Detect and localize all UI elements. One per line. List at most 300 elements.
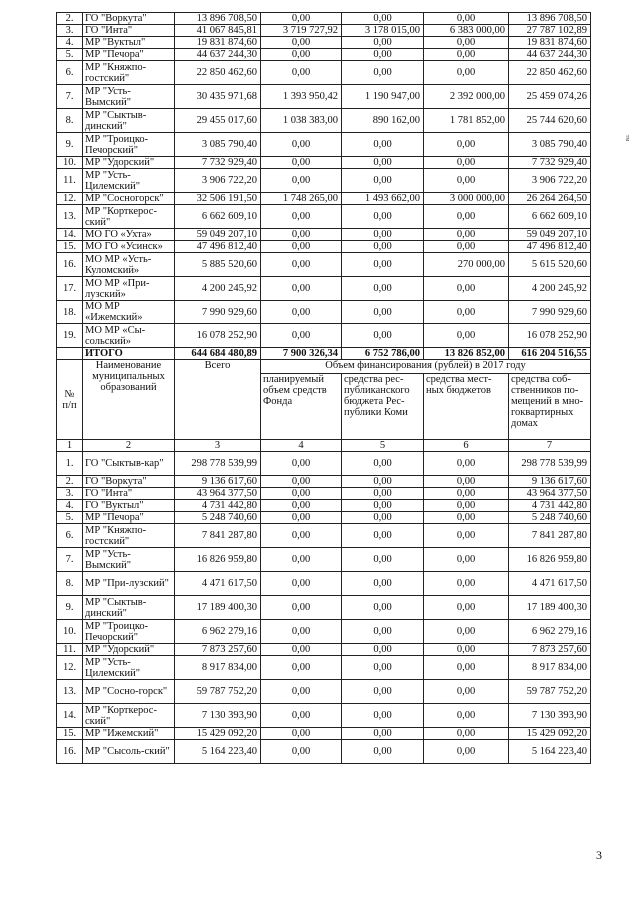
row-name: ГО "Сыктыв-кар" xyxy=(83,452,175,476)
row-rep: 0,00 xyxy=(342,728,424,740)
row-fund: 0,00 xyxy=(261,61,342,85)
row-number: 15. xyxy=(57,241,83,253)
row-rep: 0,00 xyxy=(342,133,424,157)
row-rep: 0,00 xyxy=(342,644,424,656)
row-number: 19. xyxy=(57,324,83,348)
row-rep: 0,00 xyxy=(342,548,424,572)
row-fund: 0,00 xyxy=(261,620,342,644)
row-loc: 0,00 xyxy=(424,169,509,193)
table-row xyxy=(57,500,591,512)
row-number: 12. xyxy=(57,193,83,205)
table-row xyxy=(57,13,591,25)
row-number: 11. xyxy=(57,644,83,656)
row-fund: 0,00 xyxy=(261,229,342,241)
row-loc: 0,00 xyxy=(424,301,509,324)
row-name: МО МР «Ижемский» xyxy=(83,301,175,324)
row-rep: 1 493 662,00 xyxy=(342,193,424,205)
row-total: 19 831 874,60 xyxy=(175,37,261,49)
table-row xyxy=(57,37,591,49)
row-number: 9. xyxy=(57,596,83,620)
row-number: 4. xyxy=(57,500,83,512)
row-name: МО ГО «Усинск» xyxy=(83,241,175,253)
row-own: 7 873 257,60 xyxy=(509,644,591,656)
row-name: МР "Сосногорск" xyxy=(83,193,175,205)
row-fund: 0,00 xyxy=(261,324,342,348)
row-rep: 0,00 xyxy=(342,37,424,49)
table-row xyxy=(57,301,591,324)
row-number: 13. xyxy=(57,680,83,704)
row-loc: 0,00 xyxy=(424,680,509,704)
table-row xyxy=(57,25,591,37)
row-total: 4 471 617,50 xyxy=(175,572,261,596)
row-own: 26 264 264,50 xyxy=(509,193,591,205)
table-row xyxy=(57,169,591,193)
row-name: МР "Вуктыл" xyxy=(83,37,175,49)
row-fund: 1 748 265,00 xyxy=(261,193,342,205)
row-total: 17 189 400,30 xyxy=(175,596,261,620)
row-loc: 0,00 xyxy=(424,548,509,572)
row-rep: 0,00 xyxy=(342,49,424,61)
index-cell: 5 xyxy=(342,440,424,452)
row-own: 47 496 812,40 xyxy=(509,241,591,253)
row-own: 25 459 074,26 xyxy=(509,85,591,109)
table-row xyxy=(57,488,591,500)
row-fund: 0,00 xyxy=(261,644,342,656)
table-row xyxy=(57,133,591,157)
row-own: 4 731 442,80 xyxy=(509,500,591,512)
table-row xyxy=(57,596,591,620)
row-total: 7 130 393,90 xyxy=(175,704,261,728)
row-name: МР "Усть-Вымский" xyxy=(83,85,175,109)
row-fund: 0,00 xyxy=(261,500,342,512)
row-fund: 0,00 xyxy=(261,740,342,764)
row-total: 43 964 377,50 xyxy=(175,488,261,500)
row-own: 22 850 462,60 xyxy=(509,61,591,85)
row-number: 17. xyxy=(57,277,83,301)
row-total: 29 455 017,60 xyxy=(175,109,261,133)
row-own: 9 136 617,60 xyxy=(509,476,591,488)
row-loc: 1 781 852,00 xyxy=(424,109,509,133)
row-number: 14. xyxy=(57,704,83,728)
row-rep: 0,00 xyxy=(342,452,424,476)
row-total: 7 841 287,80 xyxy=(175,524,261,548)
row-total: 5 248 740,60 xyxy=(175,512,261,524)
total-sum: 644 684 480,89 xyxy=(175,348,261,360)
financing-table-2017-body xyxy=(57,452,591,764)
row-loc: 0,00 xyxy=(424,49,509,61)
row-fund: 0,00 xyxy=(261,157,342,169)
row-own: 44 637 244,30 xyxy=(509,49,591,61)
row-name: МР "Корткерос-ский" xyxy=(83,205,175,229)
row-fund: 0,00 xyxy=(261,133,342,157)
row-own: 16 826 959,80 xyxy=(509,548,591,572)
row-loc: 0,00 xyxy=(424,620,509,644)
row-rep: 0,00 xyxy=(342,229,424,241)
table-row xyxy=(57,229,591,241)
row-own: 3 906 722,20 xyxy=(509,169,591,193)
row-name: МР "Княжпо-гостский" xyxy=(83,524,175,548)
row-own: 5 615 520,60 xyxy=(509,253,591,277)
index-cell: 2 xyxy=(83,440,175,452)
row-loc: 0,00 xyxy=(424,644,509,656)
row-own: 25 744 620,60 xyxy=(509,109,591,133)
row-name: МО МР «При-лузский» xyxy=(83,277,175,301)
row-loc: 0,00 xyxy=(424,512,509,524)
row-number: 8. xyxy=(57,572,83,596)
side-mark: тм xyxy=(624,134,631,142)
row-loc: 0,00 xyxy=(424,704,509,728)
row-fund: 0,00 xyxy=(261,524,342,548)
row-total: 4 731 442,80 xyxy=(175,500,261,512)
header-rep: средства рес-публиканского бюджета Рес-публики Коми xyxy=(342,374,424,440)
row-own: 16 078 252,90 xyxy=(509,324,591,348)
row-loc: 270 000,00 xyxy=(424,253,509,277)
row-own: 4 471 617,50 xyxy=(509,572,591,596)
row-fund: 0,00 xyxy=(261,704,342,728)
row-name: МР "Княжпо-гостский" xyxy=(83,61,175,85)
table-row xyxy=(57,61,591,85)
row-total: 298 778 539,99 xyxy=(175,452,261,476)
row-rep: 0,00 xyxy=(342,572,424,596)
row-loc: 0,00 xyxy=(424,13,509,25)
row-rep: 890 162,00 xyxy=(342,109,424,133)
row-own: 13 896 708,50 xyxy=(509,13,591,25)
row-own: 43 964 377,50 xyxy=(509,488,591,500)
row-number: 1. xyxy=(57,452,83,476)
row-total: 44 637 244,30 xyxy=(175,49,261,61)
row-loc: 0,00 xyxy=(424,241,509,253)
row-name: МР "Троицко-Печорский" xyxy=(83,133,175,157)
row-name: МР "Усть-Цилемский" xyxy=(83,169,175,193)
row-rep: 0,00 xyxy=(342,253,424,277)
table-row xyxy=(57,241,591,253)
row-total: 59 787 752,20 xyxy=(175,680,261,704)
header-own: средства соб-ственников по-мещений в мно-гоквартирных домах xyxy=(509,374,591,440)
row-fund: 0,00 xyxy=(261,49,342,61)
header-num: № п/п xyxy=(57,360,83,440)
row-total: 9 136 617,60 xyxy=(175,476,261,488)
table-row xyxy=(57,253,591,277)
row-loc: 0,00 xyxy=(424,37,509,49)
index-cell: 6 xyxy=(424,440,509,452)
table-row xyxy=(57,476,591,488)
row-rep: 0,00 xyxy=(342,524,424,548)
row-rep: 0,00 xyxy=(342,205,424,229)
row-loc: 0,00 xyxy=(424,277,509,301)
row-own: 7 732 929,40 xyxy=(509,157,591,169)
row-loc: 0,00 xyxy=(424,740,509,764)
row-loc: 3 000 000,00 xyxy=(424,193,509,205)
row-loc: 0,00 xyxy=(424,728,509,740)
header-total: Всего xyxy=(175,360,261,440)
row-total: 15 429 092,20 xyxy=(175,728,261,740)
total-fund: 7 900 326,34 xyxy=(261,348,342,360)
row-name: МО ГО «Ухта» xyxy=(83,229,175,241)
header-loc: средства мест-ных бюджетов xyxy=(424,374,509,440)
row-rep: 0,00 xyxy=(342,61,424,85)
table-row xyxy=(57,49,591,61)
row-name: МР "Усть-Вымский" xyxy=(83,548,175,572)
row-own: 3 085 790,40 xyxy=(509,133,591,157)
row-total: 30 435 971,68 xyxy=(175,85,261,109)
index-cell: 1 xyxy=(57,440,83,452)
row-total: 7 990 929,60 xyxy=(175,301,261,324)
row-rep: 0,00 xyxy=(342,324,424,348)
row-rep: 0,00 xyxy=(342,476,424,488)
row-fund: 0,00 xyxy=(261,548,342,572)
row-number: 4. xyxy=(57,37,83,49)
row-fund: 0,00 xyxy=(261,728,342,740)
row-total: 32 506 191,50 xyxy=(175,193,261,205)
table-row xyxy=(57,644,591,656)
row-fund: 0,00 xyxy=(261,37,342,49)
row-loc: 0,00 xyxy=(424,133,509,157)
row-name: МР "Сыктыв-динский" xyxy=(83,596,175,620)
table-row xyxy=(57,193,591,205)
row-own: 15 429 092,20 xyxy=(509,728,591,740)
row-own: 298 778 539,99 xyxy=(509,452,591,476)
row-name: МР "Печора" xyxy=(83,49,175,61)
row-rep: 0,00 xyxy=(342,704,424,728)
row-loc: 0,00 xyxy=(424,596,509,620)
row-total: 41 067 845,81 xyxy=(175,25,261,37)
row-loc: 0,00 xyxy=(424,476,509,488)
row-loc: 0,00 xyxy=(424,205,509,229)
row-loc: 6 383 000,00 xyxy=(424,25,509,37)
row-loc: 0,00 xyxy=(424,488,509,500)
row-number: 10. xyxy=(57,157,83,169)
row-name: ГО "Инта" xyxy=(83,25,175,37)
row-number: 5. xyxy=(57,49,83,61)
row-own: 6 662 609,10 xyxy=(509,205,591,229)
table-row xyxy=(57,205,591,229)
row-number: 18. xyxy=(57,301,83,324)
table-row xyxy=(57,728,591,740)
row-rep: 0,00 xyxy=(342,500,424,512)
table-row xyxy=(57,85,591,109)
table-row xyxy=(57,548,591,572)
table-row xyxy=(57,324,591,348)
row-name: МР "Корткерос-ский" xyxy=(83,704,175,728)
row-own: 59 049 207,10 xyxy=(509,229,591,241)
table-row xyxy=(57,680,591,704)
row-own: 59 787 752,20 xyxy=(509,680,591,704)
row-own: 19 831 874,60 xyxy=(509,37,591,49)
row-number: 10. xyxy=(57,620,83,644)
row-rep: 0,00 xyxy=(342,680,424,704)
row-name: МР "Удорский" xyxy=(83,157,175,169)
row-loc: 0,00 xyxy=(424,656,509,680)
row-number: 9. xyxy=(57,133,83,157)
total-rep: 6 752 786,00 xyxy=(342,348,424,360)
row-total: 47 496 812,40 xyxy=(175,241,261,253)
index-cell: 3 xyxy=(175,440,261,452)
row-fund: 0,00 xyxy=(261,241,342,253)
row-rep: 0,00 xyxy=(342,157,424,169)
row-rep: 0,00 xyxy=(342,512,424,524)
row-number: 3. xyxy=(57,25,83,37)
row-loc: 0,00 xyxy=(424,229,509,241)
page-number: 3 xyxy=(596,848,602,862)
table-row xyxy=(57,277,591,301)
table-row xyxy=(57,512,591,524)
row-own: 6 962 279,16 xyxy=(509,620,591,644)
row-rep: 0,00 xyxy=(342,596,424,620)
row-name: МР "Печора" xyxy=(83,512,175,524)
row-own: 4 200 245,92 xyxy=(509,277,591,301)
header-fund: планируемый объем средств Фонда xyxy=(261,374,342,440)
row-fund: 0,00 xyxy=(261,253,342,277)
row-rep: 0,00 xyxy=(342,488,424,500)
row-number: 7. xyxy=(57,85,83,109)
row-name: ГО "Воркута" xyxy=(83,13,175,25)
header-group: Объем финансирования (рублей) в 2017 году xyxy=(261,360,591,374)
row-own: 7 990 929,60 xyxy=(509,301,591,324)
row-fund: 0,00 xyxy=(261,512,342,524)
row-loc: 0,00 xyxy=(424,157,509,169)
row-name: МР "Сосно-горск" xyxy=(83,680,175,704)
header-name: Наименование муниципальных образований xyxy=(83,360,175,440)
total-loc: 13 826 852,00 xyxy=(424,348,509,360)
row-number: 16. xyxy=(57,253,83,277)
row-number: 11. xyxy=(57,169,83,193)
row-fund: 0,00 xyxy=(261,169,342,193)
total-label: ИТОГО xyxy=(83,348,175,360)
table-row xyxy=(57,109,591,133)
row-rep: 0,00 xyxy=(342,740,424,764)
row-loc: 0,00 xyxy=(424,452,509,476)
row-total: 22 850 462,60 xyxy=(175,61,261,85)
row-name: МР "Ижемский" xyxy=(83,728,175,740)
row-loc: 0,00 xyxy=(424,524,509,548)
row-rep: 3 178 015,00 xyxy=(342,25,424,37)
row-total: 5 885 520,60 xyxy=(175,253,261,277)
financing-table-2016-body xyxy=(57,13,591,360)
row-total: 59 049 207,10 xyxy=(175,229,261,241)
row-fund: 0,00 xyxy=(261,277,342,301)
row-name: МР "Сыктыв-динский" xyxy=(83,109,175,133)
row-own: 7 841 287,80 xyxy=(509,524,591,548)
row-name: МР "Сысоль-ский" xyxy=(83,740,175,764)
row-number: 15. xyxy=(57,728,83,740)
row-rep: 0,00 xyxy=(342,656,424,680)
row-total: 3 085 790,40 xyxy=(175,133,261,157)
row-loc: 0,00 xyxy=(424,61,509,85)
row-number: 6. xyxy=(57,61,83,85)
row-total: 8 917 834,00 xyxy=(175,656,261,680)
row-rep: 0,00 xyxy=(342,620,424,644)
row-number: 5. xyxy=(57,512,83,524)
row-total: 4 200 245,92 xyxy=(175,277,261,301)
row-loc: 0,00 xyxy=(424,572,509,596)
row-name: МР "При-лузский" xyxy=(83,572,175,596)
row-name: ГО "Воркута" xyxy=(83,476,175,488)
row-rep: 0,00 xyxy=(342,277,424,301)
row-name: ГО "Инта" xyxy=(83,488,175,500)
row-number: 7. xyxy=(57,548,83,572)
row-name: МО МР «Усть-Куломский» xyxy=(83,253,175,277)
row-total: 7 873 257,60 xyxy=(175,644,261,656)
row-loc: 2 392 000,00 xyxy=(424,85,509,109)
row-number: 2. xyxy=(57,476,83,488)
row-own: 27 787 102,89 xyxy=(509,25,591,37)
row-own: 17 189 400,30 xyxy=(509,596,591,620)
row-fund: 1 038 383,00 xyxy=(261,109,342,133)
row-name: ГО "Вуктыл" xyxy=(83,500,175,512)
row-fund: 0,00 xyxy=(261,301,342,324)
table-row xyxy=(57,572,591,596)
row-rep: 1 190 947,00 xyxy=(342,85,424,109)
table-row xyxy=(57,704,591,728)
row-total: 16 078 252,90 xyxy=(175,324,261,348)
row-fund: 0,00 xyxy=(261,572,342,596)
row-total: 16 826 959,80 xyxy=(175,548,261,572)
row-total: 13 896 708,50 xyxy=(175,13,261,25)
row-rep: 0,00 xyxy=(342,241,424,253)
row-name: МР "Троицко-Печорский" xyxy=(83,620,175,644)
row-number: 2. xyxy=(57,13,83,25)
row-fund: 0,00 xyxy=(261,13,342,25)
row-fund: 0,00 xyxy=(261,596,342,620)
total-own: 616 204 516,55 xyxy=(509,348,591,360)
row-fund: 0,00 xyxy=(261,205,342,229)
row-number: 13. xyxy=(57,205,83,229)
index-cell: 4 xyxy=(261,440,342,452)
row-number: 14. xyxy=(57,229,83,241)
row-own: 5 248 740,60 xyxy=(509,512,591,524)
row-total: 5 164 223,40 xyxy=(175,740,261,764)
row-fund: 1 393 950,42 xyxy=(261,85,342,109)
row-name: МР "Усть-Цилемский" xyxy=(83,656,175,680)
row-fund: 0,00 xyxy=(261,680,342,704)
row-total: 7 732 929,40 xyxy=(175,157,261,169)
row-rep: 0,00 xyxy=(342,301,424,324)
row-loc: 0,00 xyxy=(424,500,509,512)
row-number: 8. xyxy=(57,109,83,133)
row-own: 8 917 834,00 xyxy=(509,656,591,680)
row-fund: 3 719 727,92 xyxy=(261,25,342,37)
financing-table-2017-header xyxy=(57,360,591,452)
row-loc: 0,00 xyxy=(424,324,509,348)
row-number: 12. xyxy=(57,656,83,680)
row-number: 3. xyxy=(57,488,83,500)
table-row xyxy=(57,524,591,548)
row-total: 6 962 279,16 xyxy=(175,620,261,644)
row-own: 5 164 223,40 xyxy=(509,740,591,764)
row-fund: 0,00 xyxy=(261,452,342,476)
index-cell: 7 xyxy=(509,440,591,452)
table-row xyxy=(57,452,591,476)
row-name: МО МР «Сы-сольский» xyxy=(83,324,175,348)
table-row xyxy=(57,656,591,680)
table-row xyxy=(57,620,591,644)
row-total: 3 906 722,20 xyxy=(175,169,261,193)
row-name: МР "Удорский" xyxy=(83,644,175,656)
total-row xyxy=(57,348,591,360)
total-row-num xyxy=(57,348,83,360)
row-own: 7 130 393,90 xyxy=(509,704,591,728)
row-fund: 0,00 xyxy=(261,656,342,680)
table-row xyxy=(57,740,591,764)
row-total: 6 662 609,10 xyxy=(175,205,261,229)
row-number: 16. xyxy=(57,740,83,764)
row-fund: 0,00 xyxy=(261,488,342,500)
row-number: 6. xyxy=(57,524,83,548)
row-rep: 0,00 xyxy=(342,13,424,25)
row-fund: 0,00 xyxy=(261,476,342,488)
table-row xyxy=(57,157,591,169)
financing-table-2016 xyxy=(56,12,591,764)
